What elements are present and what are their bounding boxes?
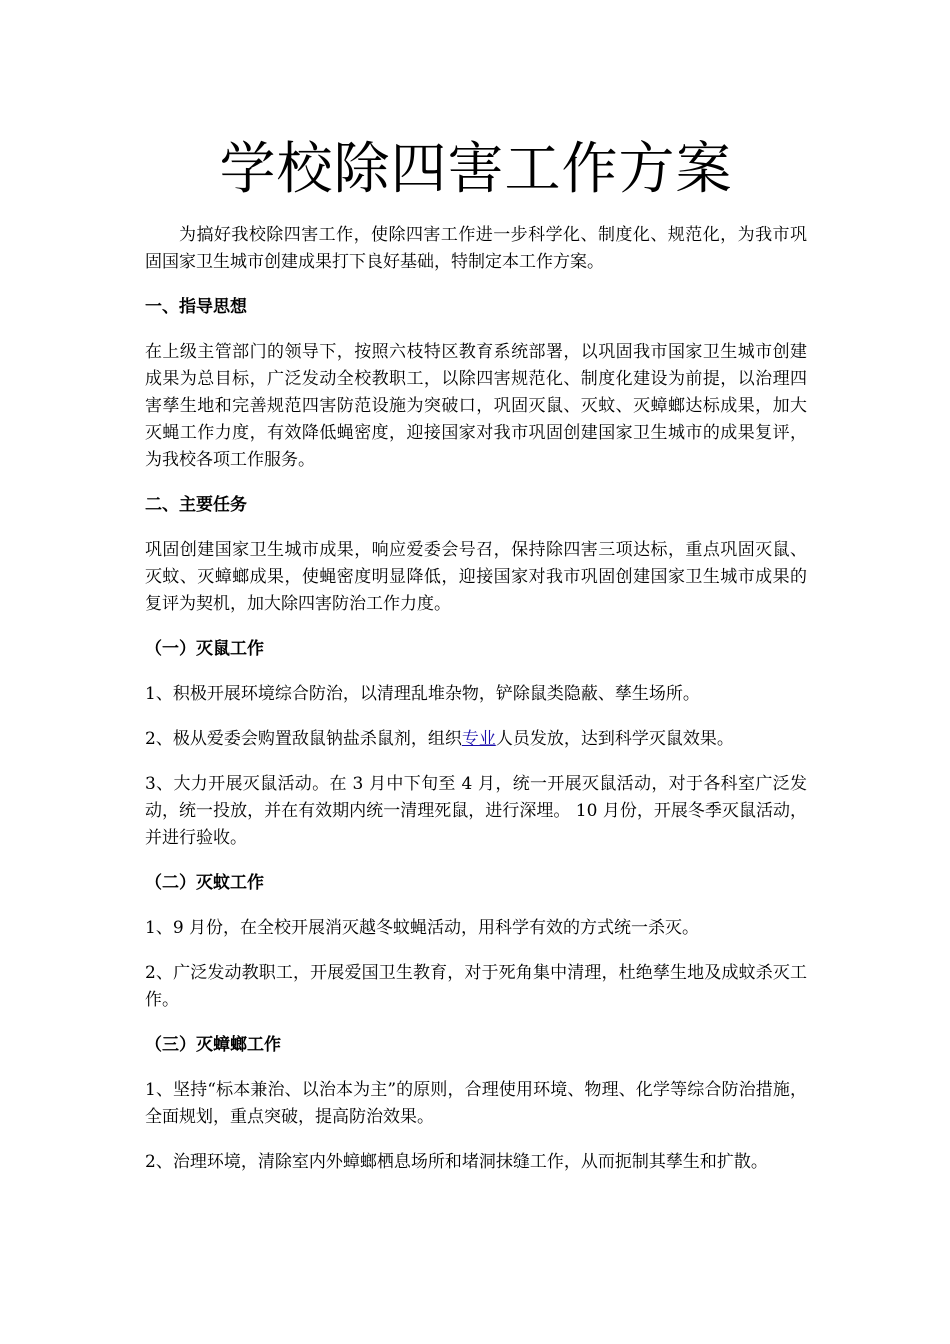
section-heading-guiding-thought: 一、指导思想 — [145, 297, 247, 317]
section-body-main-tasks: 巩固创建国家卫生城市成果，响应爱委会号召，保持除四害三项达标，重点巩固灭鼠、灭蚊、灭蟑螂成果，使蝇密度明显降低，迎接国家对我市巩固创建国家卫生城市成果的复评为契机，加大除四害防治工作力度。 — [145, 540, 807, 614]
professional-link[interactable]: 专业 — [461, 729, 496, 749]
section-heading-main-tasks: 二、主要任务 — [145, 495, 247, 515]
section-body-guiding-thought: 在上级主管部门的领导下，按照六枝特区教育系统部署，以巩固我市国家卫生城市创建成果为总目标，广泛发动全校教职工，以除四害规范化、制度化建设为前提，以治理四害孳生地和完善规范四害防范设施为突破口，巩固灭鼠、灭蚊、灭蟑螂达标成果，加大灭蝇工作力度，有效降低蝇密度，迎接国家对我市巩固创建国家卫生城市的成果复评，为我校各项工作服务。 — [145, 342, 807, 470]
subsection-heading-mosquito-control: （二）灭蚊工作 — [145, 873, 264, 893]
mosquito-item-1: 1、9 月份，在全校开展消灭越冬蚊蝇活动，用科学有效的方式统一杀灭。 — [145, 918, 700, 938]
rodent-item-3: 3、大力开展灭鼠活动。在 3 月中下旬至 4 月，统一开展灭鼠活动，对于各科室广泛发动，统一投放，并在有效期内统一清理死鼠，进行深埋。 10 月份，开展冬季灭鼠活动，并进行验收。 — [145, 774, 807, 848]
mosquito-item-2: 2、广泛发动教职工，开展爱国卫生教育，对于死角集中清理，杜绝孳生地及成蚊杀灭工作。 — [145, 963, 807, 1010]
intro-paragraph: 为搞好我校除四害工作，使除四害工作进一步科学化、制度化、规范化，为我市巩固国家卫生城市创建成果打下良好基础，特制定本工作方案。 — [145, 225, 807, 272]
cockroach-item-2: 2、治理环境，清除室内外蟑螂栖息场所和堵洞抹缝工作，从而扼制其孳生和扩散。 — [145, 1152, 768, 1172]
rodent-item-2 — [145, 726, 807, 753]
document-page — [145, 0, 807, 1176]
rodent-item-2-text-before: 2、极从爱委会购置敌鼠钠盐杀鼠剂，组织 — [145, 729, 462, 749]
cockroach-item-1: 1、坚持“标本兼治、以治本为主”的原则，合理使用环境、物理、化学等综合防治措施，全面规划，重点突破，提高防治效果。 — [145, 1080, 807, 1127]
subsection-heading-rodent-control: （一）灭鼠工作 — [145, 639, 264, 659]
rodent-item-2-text-after: 人员发放，达到科学灭鼠效果。 — [495, 729, 734, 749]
subsection-heading-cockroach-control: （三）灭蟑螂工作 — [145, 1035, 281, 1055]
document-title: 学校除四害工作方案 — [219, 137, 733, 202]
rodent-item-1: 1、积极开展环境综合防治，以清理乱堆杂物，铲除鼠类隐蔽、孳生场所。 — [145, 684, 700, 704]
